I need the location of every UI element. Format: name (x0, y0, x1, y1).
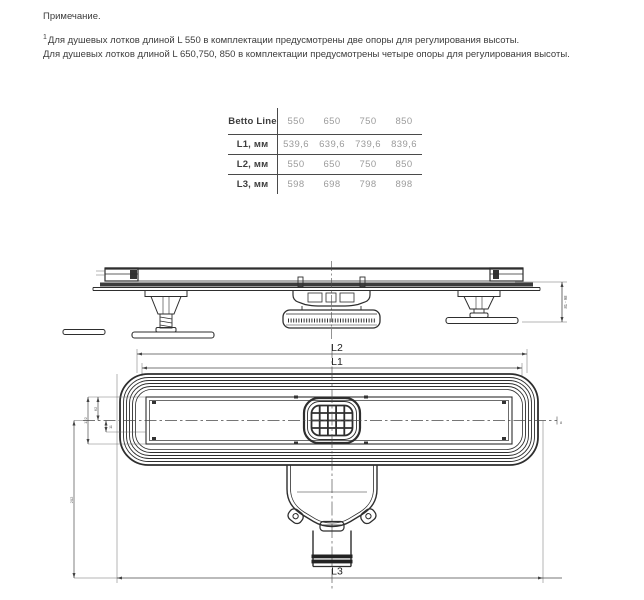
side-view-drawing (60, 243, 580, 343)
foot-plate (63, 330, 105, 335)
table-cell: 798 (359, 179, 377, 190)
right-support-foot (446, 291, 518, 324)
table-row (228, 175, 422, 195)
reference-mark: 8 (560, 421, 563, 425)
table-cell: 839,6 (386, 135, 422, 155)
table-row (228, 135, 422, 155)
footnote-marker: 1 (43, 34, 47, 41)
dimensions-table (228, 108, 422, 194)
table-cell: 750 (350, 108, 386, 135)
dimension-L2-label: L2 (331, 342, 343, 354)
note-line-2: Для душевых лотков длиной L 650,750, 850 в комплектации предусмотрены четыре опоры для регулирования высоты. (43, 49, 570, 60)
height-range-label: 81 - 98 (563, 295, 568, 309)
inner-width-label: 62 (93, 406, 98, 412)
table-row (228, 155, 422, 175)
row-label: L1, мм (228, 135, 278, 155)
outer-width-label: 122 (83, 417, 88, 424)
siphon-side (283, 261, 380, 341)
height-dimension (515, 282, 568, 322)
row-label: L2, мм (228, 155, 278, 175)
table-cell: 598 (287, 179, 305, 190)
mounting-ear-right (359, 507, 378, 526)
row-label: L3, мм (228, 175, 278, 195)
foot-plate (132, 332, 214, 338)
dimension-L1-label: L1 (331, 356, 343, 368)
table-header-row (228, 108, 422, 135)
channel-underside (100, 283, 533, 287)
note-block (43, 10, 618, 62)
small-dim-label: 11 (109, 425, 113, 429)
table-cell: 850 (386, 108, 422, 135)
top-view-drawing (65, 340, 575, 598)
table-cell: 739,6 (350, 135, 386, 155)
table-cell: 550 (278, 155, 315, 175)
table-cell: 639,6 (314, 135, 350, 155)
table-cell: 650 (314, 155, 350, 175)
outlet-dim-label: 202 (69, 496, 74, 504)
dimension-L3-label: L3 (331, 565, 343, 578)
mounting-ear-left (286, 507, 305, 526)
table-cell: 698 (323, 179, 341, 190)
note-line-1: $^1$Для душевых лотков длиной L 550 в комплектации предусмотрены две опоры для регулирования высоты. (43, 34, 520, 46)
table-header-label: Betto Line (228, 108, 278, 135)
table-cell: 750 (350, 155, 386, 175)
table-cell: 898 (395, 179, 413, 190)
channel-body-top (120, 374, 538, 465)
foot-plate (446, 318, 518, 324)
table-cell: 850 (386, 155, 422, 175)
note-title: Примечание. (43, 11, 101, 22)
table-cell: 650 (314, 108, 350, 135)
left-support-foot (63, 291, 214, 339)
channel-profile (93, 268, 540, 291)
table-cell: 539,6 (278, 135, 315, 155)
table-cell: 550 (278, 108, 315, 135)
